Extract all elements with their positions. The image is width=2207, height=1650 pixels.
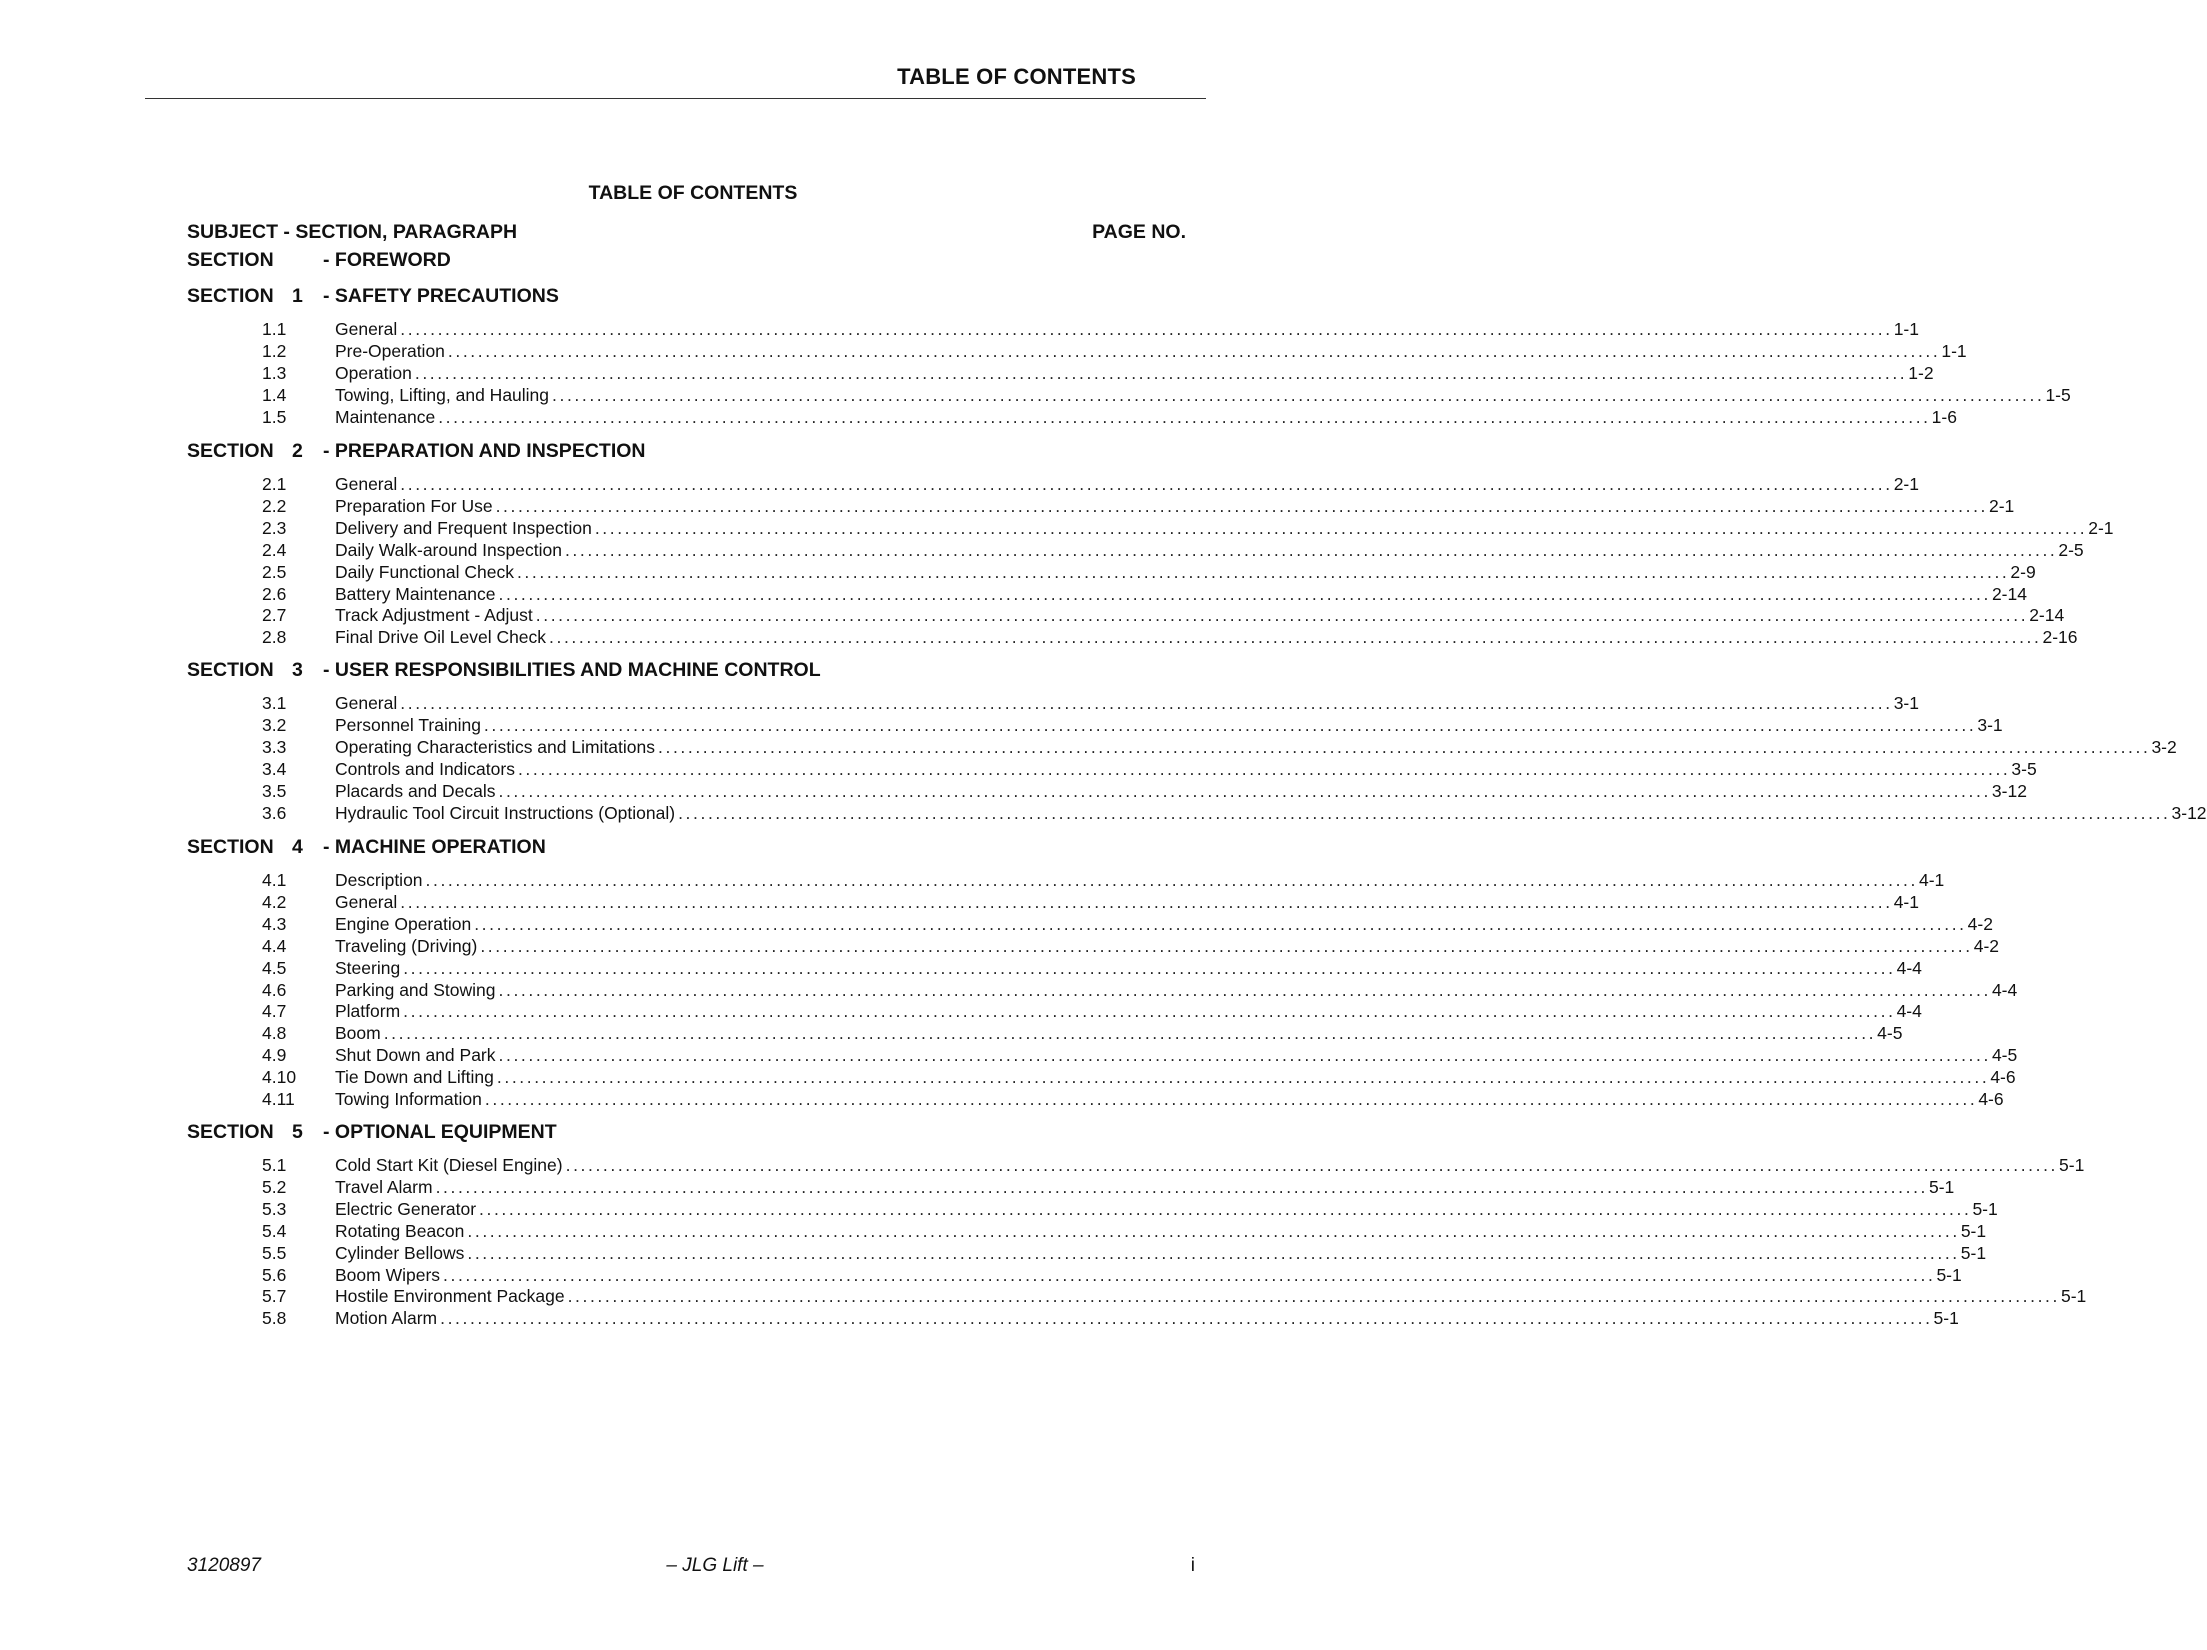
toc-entry-leader-line xyxy=(335,318,1919,341)
toc-entry-number: 3.5 xyxy=(262,780,287,801)
toc-entry-number: 5.1 xyxy=(262,1155,287,1175)
toc-entry[interactable] xyxy=(262,780,2027,803)
toc-entry-title: General xyxy=(335,473,400,496)
toc-entry-page: 5-1 xyxy=(1936,1264,1962,1285)
dot-leader: ........................................................................................................................................................................................................ xyxy=(498,1045,1991,1066)
section-title: - FOREWORD xyxy=(323,249,451,271)
toc-entry-leader-line xyxy=(335,340,1967,363)
toc-entry-leader-line xyxy=(335,561,2036,584)
footer-page-number: i xyxy=(1190,1555,1195,1576)
toc-entry-page: 5-1 xyxy=(1972,1198,1998,1219)
toc-entry-title: Rotating Beacon xyxy=(335,1220,467,1243)
toc-entry[interactable] xyxy=(262,979,2018,1002)
section-heading xyxy=(187,659,821,682)
toc-entry-number: 5.6 xyxy=(262,1264,287,1285)
toc-entry-title: Tie Down and Lifting xyxy=(335,1066,497,1089)
toc-entry-leader-line xyxy=(335,1000,1922,1023)
toc-entry-number: 5.7 xyxy=(262,1286,287,1307)
section-word: SECTION xyxy=(187,1121,274,1143)
toc-entry-leader-line xyxy=(335,1022,1903,1045)
toc-entry[interactable] xyxy=(262,1066,2016,1089)
toc-entry-number: 2.7 xyxy=(262,605,287,626)
section-heading xyxy=(187,285,559,308)
toc-entry[interactable] xyxy=(262,384,2071,407)
dot-leader: ........................................................................................................................................................................................................ xyxy=(400,693,1893,713)
dot-leader: ........................................................................................................................................................................................................ xyxy=(552,384,2045,405)
dot-leader: ........................................................................................................................................................................................................ xyxy=(567,1286,2060,1307)
toc-entry-number: 3.1 xyxy=(262,693,287,713)
toc-entry-number: 2.5 xyxy=(262,561,287,582)
toc-entry-page: 1-2 xyxy=(1908,362,1934,383)
toc-entry[interactable] xyxy=(262,758,2037,781)
toc-entry-title: Traveling (Driving) xyxy=(335,935,480,958)
toc-entry-title: Personnel Training xyxy=(335,714,484,737)
toc-entry-leader-line xyxy=(335,692,1919,715)
dot-leader: ........................................................................................................................................................................................................ xyxy=(480,935,1973,956)
toc-entry-title: Daily Walk-around Inspection xyxy=(335,539,565,562)
dot-leader: ........................................................................................................................................................................................................ xyxy=(400,474,1893,494)
header-rule xyxy=(145,98,1206,99)
dot-leader: ........................................................................................................................................................................................................ xyxy=(498,583,1991,604)
toc-entry-title: Towing Information xyxy=(335,1088,485,1111)
toc-entry[interactable] xyxy=(262,1198,1998,1221)
toc-entry-leader-line xyxy=(335,913,1993,936)
toc-entry[interactable] xyxy=(262,891,1919,914)
toc-entry-leader-line xyxy=(335,1220,1987,1243)
section-heading xyxy=(187,249,451,272)
toc-entry-number: 2.2 xyxy=(262,495,287,516)
toc-entry-leader-line xyxy=(335,495,2015,518)
toc-entry-page: 2-14 xyxy=(2029,605,2065,626)
section-title: - OPTIONAL EQUIPMENT xyxy=(323,1121,557,1143)
toc-entry-title: Boom Wipers xyxy=(335,1264,443,1287)
toc-entry-leader-line xyxy=(335,758,2037,781)
dot-leader: ........................................................................................................................................................................................................ xyxy=(495,495,1988,516)
section-number: 4 xyxy=(292,836,303,858)
dot-leader: ........................................................................................................................................................................................................ xyxy=(564,539,2058,560)
toc-entry[interactable] xyxy=(262,1242,1987,1265)
toc-entry-page: 1-1 xyxy=(1941,340,1967,361)
toc-title: TABLE OF CONTENTS xyxy=(588,182,798,204)
section-number: 1 xyxy=(292,285,303,307)
toc-entry-title: General xyxy=(335,692,400,715)
toc-entry-title: General xyxy=(335,318,400,341)
footer-document-number: 3120897 xyxy=(187,1555,261,1576)
toc-entry-number: 2.4 xyxy=(262,539,287,560)
toc-entry-page: 4-4 xyxy=(1991,979,2018,1000)
toc-entry-page: 4-6 xyxy=(1990,1067,2016,1088)
toc-entry-leader-line xyxy=(335,1242,1987,1265)
toc-entry-number: 5.3 xyxy=(262,1198,287,1219)
dot-leader: ........................................................................................................................................................................................................ xyxy=(474,913,1967,934)
dot-leader: ........................................................................................................................................................................................................ xyxy=(440,1308,1933,1329)
toc-entry[interactable] xyxy=(262,495,2015,518)
column-header-subject: SUBJECT - SECTION, PARAGRAPH xyxy=(187,221,518,243)
toc-entry[interactable] xyxy=(262,1176,1955,1199)
toc-entry[interactable] xyxy=(262,626,2078,649)
toc-entry-page: 5-1 xyxy=(2060,1286,2087,1307)
toc-entry-title: Cylinder Bellows xyxy=(335,1242,467,1265)
toc-entry[interactable] xyxy=(262,692,1919,715)
toc-entry-page: 5-1 xyxy=(2059,1155,2085,1175)
toc-entry[interactable] xyxy=(262,1285,2087,1308)
toc-entry-title: Operating Characteristics and Limitations xyxy=(335,736,658,759)
toc-entry[interactable] xyxy=(262,957,1922,980)
toc-entry-leader-line xyxy=(335,957,1922,980)
dot-leader: ........................................................................................................................................................................................................ xyxy=(438,406,1931,427)
toc-entry-leader-line xyxy=(335,1044,2018,1067)
column-header-page: PAGE NO. xyxy=(1092,221,1186,243)
toc-entry-page: 3-1 xyxy=(1977,714,2003,735)
section-word: SECTION xyxy=(187,249,274,271)
toc-entry-page: 5-1 xyxy=(1960,1220,1987,1241)
toc-entry[interactable] xyxy=(262,473,1919,496)
footer-brand: – JLG Lift – xyxy=(666,1555,764,1576)
dot-leader: ........................................................................................................................................................................................................ xyxy=(467,1220,1960,1241)
toc-entry-number: 5.4 xyxy=(262,1220,287,1241)
toc-entry[interactable] xyxy=(262,318,1919,341)
toc-entry[interactable] xyxy=(262,583,2027,606)
toc-entry-number: 3.2 xyxy=(262,714,287,735)
dot-leader: ........................................................................................................................................................................................................ xyxy=(479,1198,1972,1219)
section-word: SECTION xyxy=(187,836,274,858)
toc-entry-leader-line xyxy=(335,979,2018,1002)
toc-entry-leader-line xyxy=(335,1066,2016,1089)
toc-entry-leader-line xyxy=(335,604,2065,627)
toc-entry-leader-line xyxy=(335,1176,1955,1199)
toc-entry-leader-line xyxy=(335,1088,2004,1111)
section-word: SECTION xyxy=(187,285,274,307)
toc-entry-number: 4.11 xyxy=(262,1089,295,1109)
dot-leader: ........................................................................................................................................................................................................ xyxy=(467,1242,1960,1263)
dot-leader: ........................................................................................................................................................................................................ xyxy=(496,1067,1990,1088)
dot-leader: ........................................................................................................................................................................................................ xyxy=(498,979,1991,1000)
dot-leader: ........................................................................................................................................................................................................ xyxy=(425,870,1918,890)
toc-entry-number: 3.6 xyxy=(262,802,287,823)
toc-entry-number: 1.1 xyxy=(262,319,287,339)
toc-entry[interactable] xyxy=(262,1307,1959,1330)
dot-leader: ........................................................................................................................................................................................................ xyxy=(403,957,1896,978)
dot-leader: ........................................................................................................................................................................................................ xyxy=(498,780,1991,801)
toc-entry[interactable] xyxy=(262,340,1967,363)
toc-entry-page: 4-2 xyxy=(1967,913,1993,934)
toc-entry-leader-line xyxy=(335,1307,1959,1330)
toc-entry-leader-line xyxy=(335,406,1957,429)
toc-entry-leader-line xyxy=(335,384,2071,407)
toc-entry-page: 4-1 xyxy=(1918,870,1945,890)
toc-entry-number: 4.3 xyxy=(262,913,287,934)
toc-entry-leader-line xyxy=(335,539,2084,562)
toc-entry-title: Maintenance xyxy=(335,406,438,429)
toc-entry-number: 3.4 xyxy=(262,758,287,779)
toc-entry-number: 1.4 xyxy=(262,384,287,405)
toc-entry-number: 4.2 xyxy=(262,891,287,912)
toc-entry-number: 4.10 xyxy=(262,1067,297,1088)
toc-entry-page: 2-16 xyxy=(2042,627,2078,648)
dot-leader: ........................................................................................................................................................................................................ xyxy=(565,1155,2059,1175)
section-number: 5 xyxy=(292,1121,303,1143)
dot-leader: ........................................................................................................................................................................................................ xyxy=(447,340,1941,361)
toc-entry-number: 2.6 xyxy=(262,583,287,604)
dot-leader: ........................................................................................................................................................................................................ xyxy=(535,605,2029,626)
toc-entry-title: Travel Alarm xyxy=(335,1176,436,1199)
toc-entry-leader-line xyxy=(335,362,1934,385)
toc-entry-title: Electric Generator xyxy=(335,1198,479,1221)
dot-leader: ........................................................................................................................................................................................................ xyxy=(658,736,2151,757)
toc-entry-number: 3.3 xyxy=(262,736,287,757)
toc-entry-title: Placards and Decals xyxy=(335,780,499,803)
toc-entry[interactable] xyxy=(262,1154,2085,1177)
toc-entry-page: 3-2 xyxy=(2151,736,2177,757)
toc-entry-page: 4-5 xyxy=(1877,1023,1903,1044)
toc-entry-leader-line xyxy=(335,780,2027,803)
toc-entry-leader-line xyxy=(335,891,1919,914)
dot-leader: ........................................................................................................................................................................................................ xyxy=(516,561,2010,582)
toc-entry-page: 4-1 xyxy=(1893,891,1919,912)
dot-leader: ........................................................................................................................................................................................................ xyxy=(484,1089,1978,1109)
toc-entry-title: Final Drive Oil Level Check xyxy=(335,626,549,649)
section-number: 3 xyxy=(292,659,303,681)
toc-entry-title: Steering xyxy=(335,957,403,980)
toc-entry[interactable] xyxy=(262,1022,1903,1045)
toc-entry-title: Preparation For Use xyxy=(335,495,496,518)
toc-entry-number: 1.5 xyxy=(262,406,287,427)
toc-entry-title: Motion Alarm xyxy=(335,1307,440,1330)
toc-entry-title: Hydraulic Tool Circuit Instructions (Optional) xyxy=(335,802,678,825)
toc-entry-leader-line xyxy=(335,714,2003,737)
toc-entry-title: Platform xyxy=(335,1000,403,1023)
toc-entry-page: 2-9 xyxy=(2010,561,2036,582)
dot-leader: ........................................................................................................................................................................................................ xyxy=(435,1176,1928,1197)
toc-entry[interactable] xyxy=(262,935,2000,958)
section-number: 2 xyxy=(292,440,303,462)
dot-leader: ........................................................................................................................................................................................................ xyxy=(414,362,1908,383)
toc-entry-leader-line xyxy=(335,802,2207,825)
toc-entry-page: 1-1 xyxy=(1893,319,1919,339)
toc-entry-leader-line xyxy=(335,583,2027,606)
toc-entry-page: 3-1 xyxy=(1893,693,1919,713)
toc-entry-title: Cold Start Kit (Diesel Engine) xyxy=(335,1154,566,1177)
toc-entry-page: 3-12 xyxy=(1991,780,2027,801)
toc-entry-number: 5.8 xyxy=(262,1308,287,1329)
toc-entry-title: Towing, Lifting, and Hauling xyxy=(335,384,552,407)
toc-entry-page: 3-5 xyxy=(2011,758,2037,779)
toc-entry-leader-line xyxy=(335,869,1945,892)
toc-entry-page: 2-14 xyxy=(1991,583,2027,604)
toc-entry[interactable] xyxy=(262,736,2177,759)
toc-entry[interactable] xyxy=(262,913,1993,936)
toc-entry[interactable] xyxy=(262,1044,2018,1067)
toc-entry[interactable] xyxy=(262,1220,1987,1243)
toc-entry-title: Pre-Operation xyxy=(335,340,448,363)
toc-entry[interactable] xyxy=(262,714,2003,737)
toc-entry[interactable] xyxy=(262,604,2065,627)
toc-entry-number: 5.5 xyxy=(262,1242,287,1263)
dot-leader: ........................................................................................................................................................................................................ xyxy=(549,627,2042,648)
toc-entry-number: 4.8 xyxy=(262,1023,287,1044)
toc-entry-title: Controls and Indicators xyxy=(335,758,518,781)
dot-leader: ........................................................................................................................................................................................................ xyxy=(483,714,1977,735)
toc-entry-page: 5-1 xyxy=(1960,1242,1987,1263)
toc-entry[interactable] xyxy=(262,1264,1962,1287)
toc-entry-number: 4.6 xyxy=(262,979,287,1000)
toc-entry[interactable] xyxy=(262,802,2207,825)
toc-entry-page: 2-1 xyxy=(1893,474,1919,494)
toc-entry-title: Parking and Stowing xyxy=(335,979,499,1002)
toc-entry-page: 5-1 xyxy=(1933,1308,1959,1329)
dot-leader: ........................................................................................................................................................................................................ xyxy=(594,517,2088,538)
section-heading xyxy=(187,1121,557,1144)
toc-entry-leader-line xyxy=(335,935,2000,958)
toc-entry-page: 1-5 xyxy=(2045,384,2071,405)
section-title: - SAFETY PRECAUTIONS xyxy=(323,285,559,307)
toc-entry-page: 3-12 xyxy=(2171,802,2207,823)
toc-entry-number: 4.4 xyxy=(262,935,287,956)
toc-entry-leader-line xyxy=(335,517,2114,540)
toc-entry-title: Delivery and Frequent Inspection xyxy=(335,517,595,540)
toc-entry-title: Track Adjustment - Adjust xyxy=(335,604,536,627)
toc-entry-number: 4.7 xyxy=(262,1001,287,1022)
toc-entry-leader-line xyxy=(335,736,2177,759)
toc-entry-title: Battery Maintenance xyxy=(335,583,499,606)
toc-entry-page: 2-1 xyxy=(1989,495,2015,516)
toc-entry-page: 4-4 xyxy=(1896,957,1922,978)
toc-entry-leader-line xyxy=(335,1285,2087,1308)
toc-entry-leader-line xyxy=(335,1198,1998,1221)
toc-entry-title: Boom xyxy=(335,1022,384,1045)
toc-entry-number: 2.1 xyxy=(262,474,287,494)
toc-entry-number: 4.5 xyxy=(262,957,287,978)
toc-entry[interactable] xyxy=(262,362,1934,385)
toc-entry[interactable] xyxy=(262,406,1957,429)
toc-entry[interactable] xyxy=(262,539,2084,562)
toc-entry-number: 2.8 xyxy=(262,627,287,648)
toc-entry-leader-line xyxy=(335,1154,2085,1177)
section-title: - PREPARATION AND INSPECTION xyxy=(323,440,646,462)
toc-entry-title: General xyxy=(335,891,400,914)
toc-entry[interactable] xyxy=(262,517,2114,540)
section-heading xyxy=(187,836,546,859)
dot-leader: ........................................................................................................................................................................................................ xyxy=(678,802,2171,823)
toc-entry[interactable] xyxy=(262,1000,1922,1023)
toc-entry-page: 5-1 xyxy=(1929,1176,1955,1197)
toc-entry-title: Shut Down and Park xyxy=(335,1044,499,1067)
toc-entry-page: 4-6 xyxy=(1978,1089,2004,1109)
section-heading xyxy=(187,440,645,463)
toc-entry-page: 4-4 xyxy=(1896,1001,1922,1022)
toc-entry-leader-line xyxy=(335,1264,1962,1287)
toc-entry-leader-line xyxy=(335,473,1919,496)
toc-entry-number: 5.2 xyxy=(262,1176,287,1197)
toc-entry-number: 4.9 xyxy=(262,1045,287,1066)
toc-entry-page: 2-5 xyxy=(2058,539,2084,560)
header-title: TABLE OF CONTENTS xyxy=(897,64,1136,89)
section-word: SECTION xyxy=(187,659,274,681)
toc-entry-number: 4.1 xyxy=(262,870,287,890)
toc-entry-leader-line xyxy=(335,626,2078,649)
section-title: - MACHINE OPERATION xyxy=(323,836,546,858)
dot-leader: ........................................................................................................................................................................................................ xyxy=(443,1264,1936,1285)
toc-entry-number: 2.3 xyxy=(262,517,287,538)
toc-entry-page: 4-5 xyxy=(1991,1045,2018,1066)
dot-leader: ........................................................................................................................................................................................................ xyxy=(403,1001,1896,1022)
dot-leader: ........................................................................................................................................................................................................ xyxy=(383,1023,1877,1044)
toc-entry-page: 2-1 xyxy=(2088,517,2114,538)
toc-entry-title: Daily Functional Check xyxy=(335,561,517,584)
toc-entry-title: Operation xyxy=(335,362,415,385)
toc-entry-page: 4-2 xyxy=(1973,935,2000,956)
toc-entry-title: Description xyxy=(335,869,426,892)
toc-entry-title: Engine Operation xyxy=(335,913,474,936)
toc-entry[interactable] xyxy=(262,1088,2004,1111)
toc-entry[interactable] xyxy=(262,561,2036,584)
dot-leader: ........................................................................................................................................................................................................ xyxy=(400,319,1893,339)
toc-entry[interactable] xyxy=(262,869,1945,892)
section-word: SECTION xyxy=(187,440,274,462)
dot-leader: ........................................................................................................................................................................................................ xyxy=(517,758,2011,779)
dot-leader: ........................................................................................................................................................................................................ xyxy=(400,891,1893,912)
toc-entry-number: 1.3 xyxy=(262,362,287,383)
section-title: - USER RESPONSIBILITIES AND MACHINE CONTROL xyxy=(323,659,821,681)
toc-entry-page: 1-6 xyxy=(1931,406,1957,427)
toc-entry-number: 1.2 xyxy=(262,340,287,361)
toc-entry-title: Hostile Environment Package xyxy=(335,1285,568,1308)
